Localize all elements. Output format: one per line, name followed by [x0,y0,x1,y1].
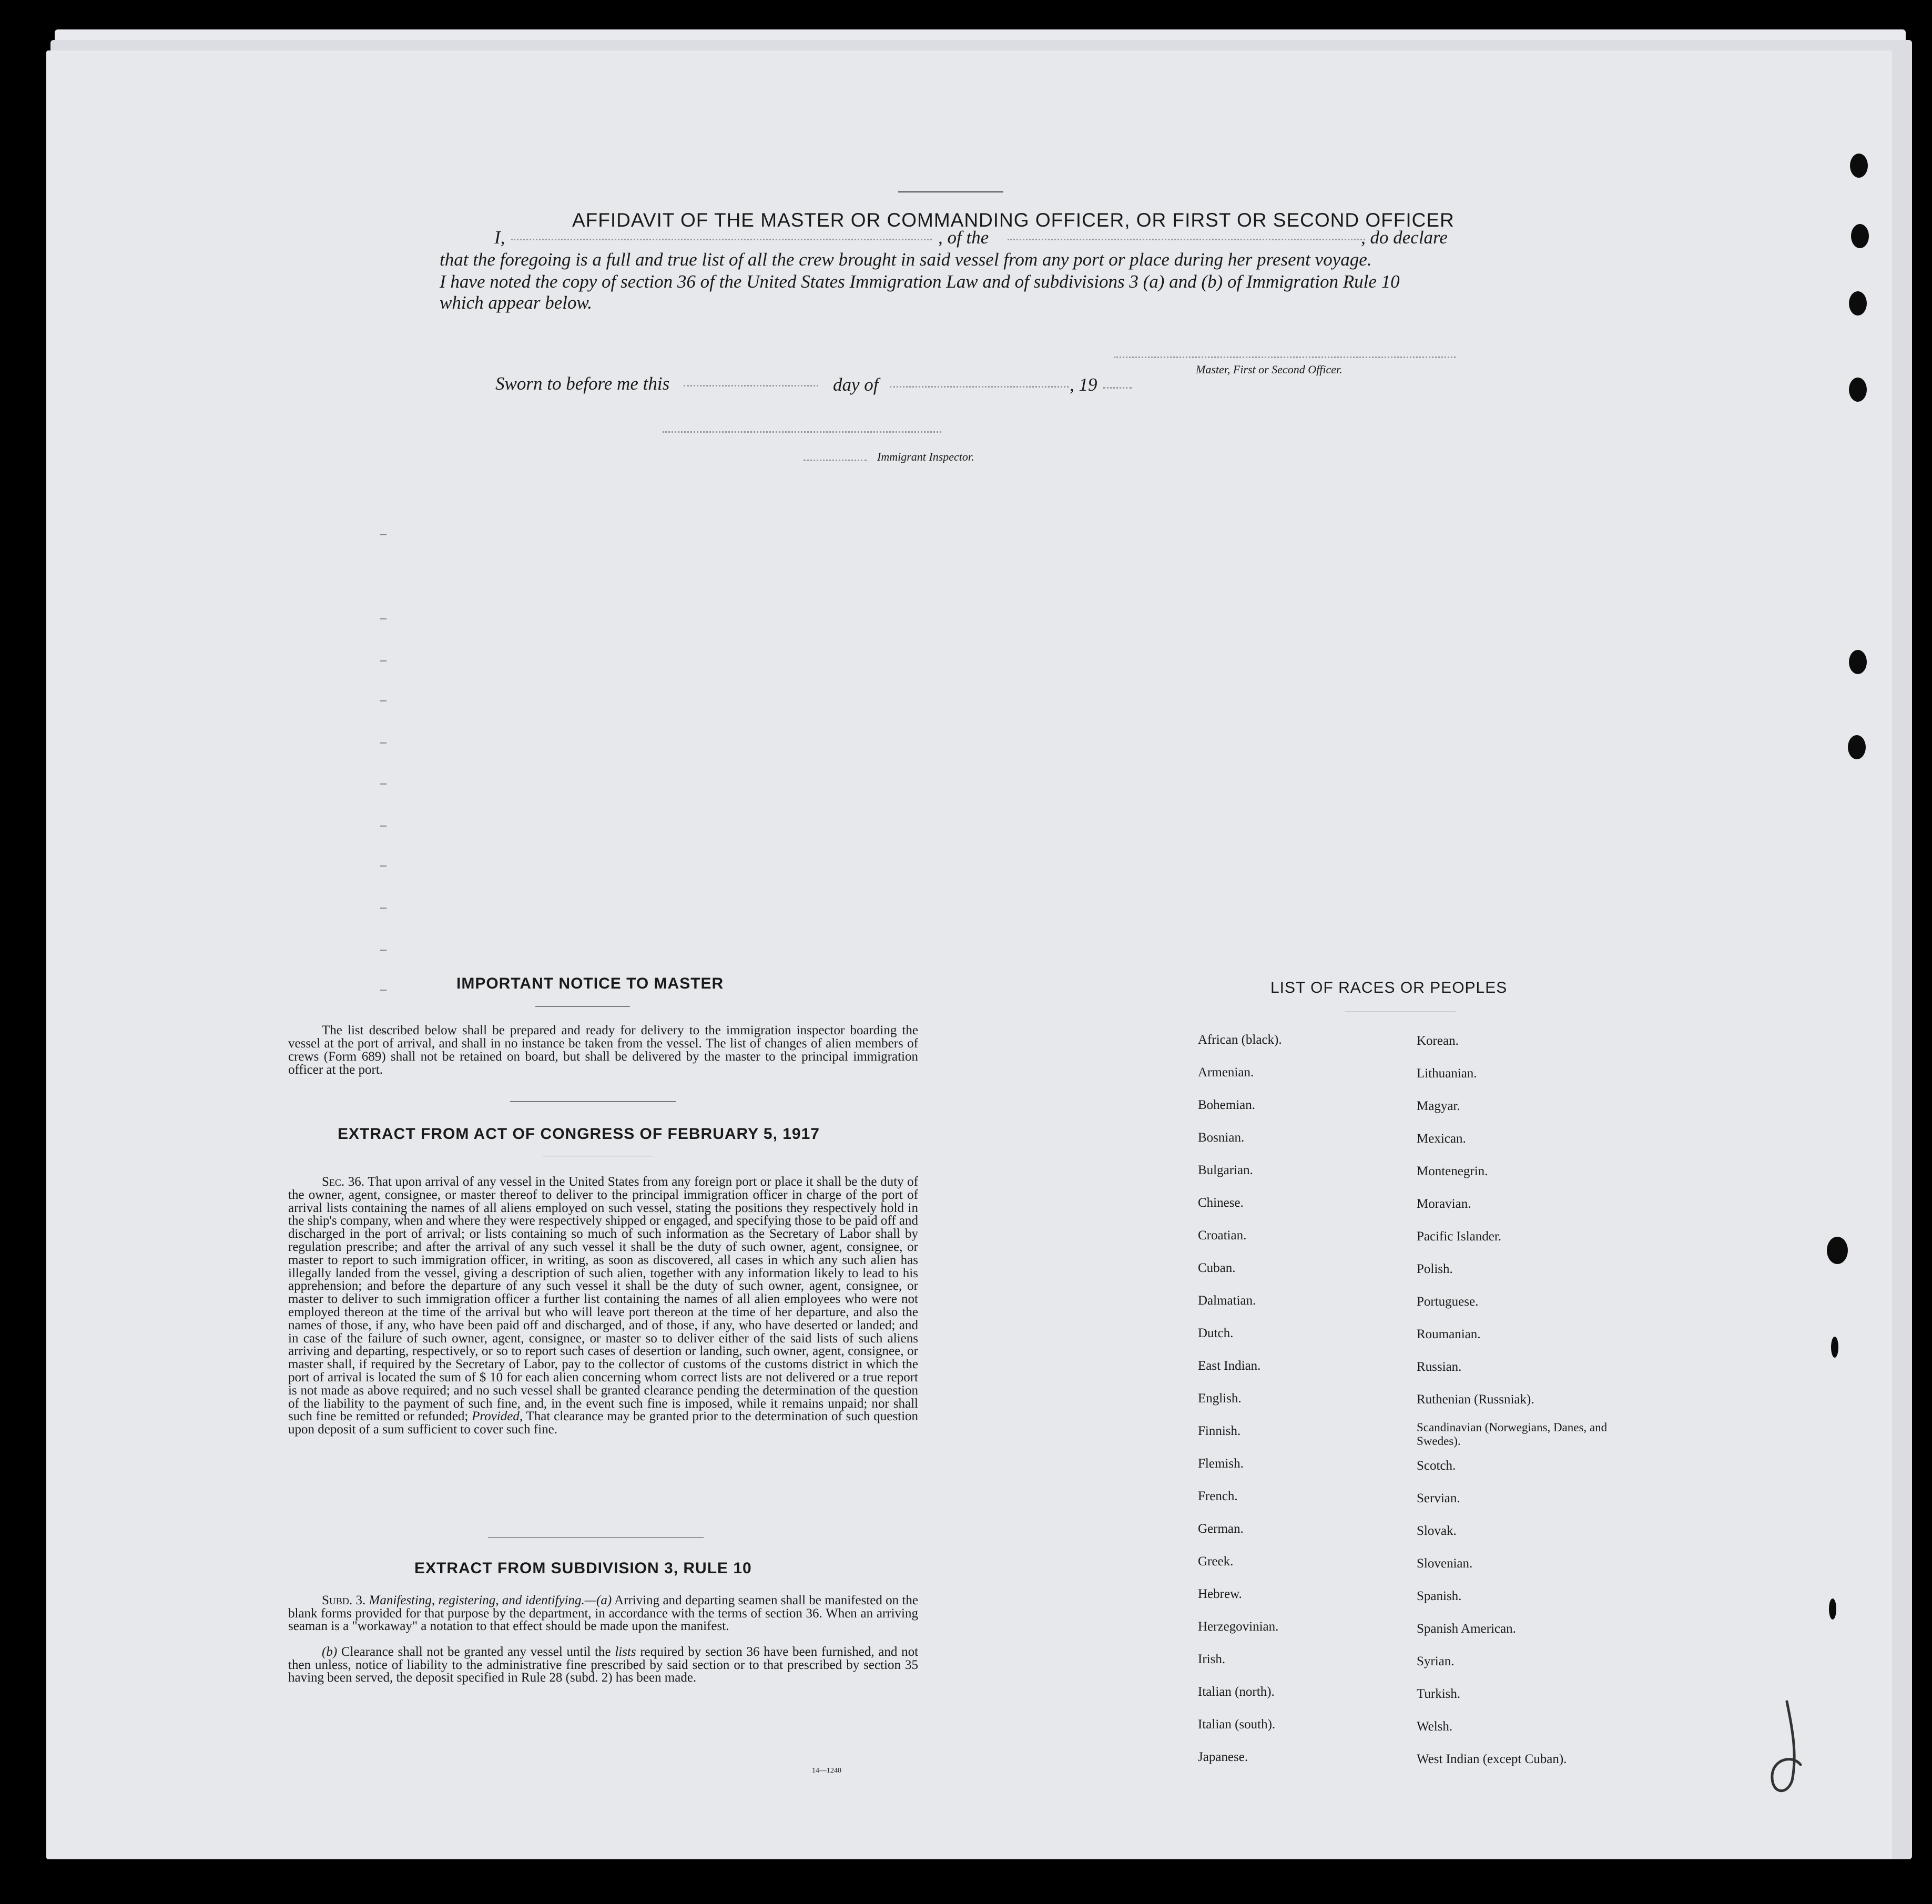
punch-hole [1849,650,1867,674]
race-left-21: Italian (north). [1198,1685,1275,1699]
margin-tick [380,618,387,619]
punch-hole [1831,1337,1838,1358]
margin-tick [380,742,387,744]
race-left-13: Finnish. [1198,1424,1241,1438]
act-text-main: That upon arrival of any vessel in the United States from any foreign port or place it shall be the duty of the owner, agent, consignee, or master thereof to deliver to the principal immigration officer in charge of the port of arrival lists containing the names of all aliens employed on such vessel, stating the positions they respectively hold in the ship's company, when and where they were respectively shipped or engaged, and specifying those to be paid off and discharged in the port of arrival; or lists containing so much of such information as the Secretary of Labor shall by regulation prescribe; and after the arrival of any such vessel it shall be the duty of such owner, agent, consignee, or master to report to such immigration officer, in writing, as soon as discovered, all cases in which any such alien has illegally landed from the vessel, giving a description of such alien, together with any information likely to lead to his apprehension; and before the departure of any such vessel it shall be the duty of such owner, agent, consignee, or master to deliver to such immigration officer a further list containing the names of all alien employees who were not employed thereon at the time of the arrival but who will leave port thereon at the time of her departure, and also the names of those, if any, who have been paid off and discharged, and of those, if any, who have deserted or landed; and in case of the failure of such owner, agent, consignee, or master so to deliver either of the said lists of such aliens arriving and departing, respectively, or so to report such cases of desertion or landing, such owner, agent, consignee, or master shall, if required by the Secretary of Labor, pay to the collector of customs of the customs district in which the port of arrival is located the sum of $ 10 for each alien concerning whom correct lists are not delivered or a true report is not made as above required; and no such vessel shall be granted clearance pending the determination of the question of the liability to the payment of such fine, and, in the event such fine is imposed, while it remains unpaid; nor shall such fine be remitted or refunded; [288,1175,919,1424]
race-left-10: Dutch. [1198,1326,1234,1340]
title-underline [898,191,1003,192]
race-left-9: Dalmatian. [1198,1294,1256,1308]
race-left-8: Cuban. [1198,1261,1236,1275]
race-left-20: Irish. [1198,1652,1226,1666]
race-right-6: Moravian. [1417,1197,1471,1211]
race-right-18: Spanish. [1417,1589,1462,1603]
inspector-label: Immigrant Inspector. [877,450,974,463]
punch-hole [1829,1598,1836,1620]
inspector-signature-field[interactable] [663,431,941,433]
affidavit-line-2: that the foregoing is a full and true list of all the crew brought in said vessel from any port or place during her present voyage. [440,249,1372,270]
part-b-label: (b) [322,1645,338,1659]
part-b-text-2: required by section 36 have been furnished, and not then unless, notice of liability to the administrative fine prescribed by said section or to that prescribed by section 35 having been served, the deposit specified in Rule 28 (subd. 2) has been made. [288,1645,919,1685]
rule-extract-title: EXTRACT FROM SUBDIVISION 3, RULE 10 [414,1560,752,1577]
race-right-10: Roumanian. [1417,1327,1481,1341]
race-left-16: German. [1198,1522,1244,1536]
race-left-7: Croatian. [1198,1228,1247,1243]
margin-tick [380,990,387,991]
races-title: LIST OF RACES OR PEOPLES [1270,979,1508,996]
race-left-17: Greek. [1198,1554,1234,1569]
sworn-month-field[interactable] [890,386,1069,388]
race-left-2: Armenian. [1198,1065,1254,1080]
race-left-15: French. [1198,1489,1238,1503]
sworn-text: Sworn to before me this [495,373,670,394]
race-right-7: Pacific Islander. [1417,1229,1502,1244]
officer-signature-label: Master, First or Second Officer. [1196,363,1343,376]
race-right-16: Slovak. [1417,1524,1457,1538]
race-right-8: Polish. [1417,1262,1453,1276]
race-right-9: Portuguese. [1417,1295,1479,1309]
act-extract-text [288,1176,918,1437]
section-label: Sec. 36. [322,1175,365,1189]
notice-text: The list described below shall be prepared and ready for delivery to the immigration inspector boarding the vessel at the port of arrival, and shall in no instance be taken from the vessel. The list of changes of alien members of crews (Form 689) shall not be retained on board, but shall be delivered by the master to the principal immigration officer at the port. [288,1023,918,1077]
race-right-14: Scotch. [1417,1459,1456,1473]
race-right-15: Servian. [1417,1491,1460,1505]
race-right-11: Russian. [1417,1360,1462,1374]
race-right-12: Ruthenian (Russniak). [1417,1392,1534,1407]
margin-tick [380,866,387,867]
margin-tick [380,826,387,827]
name-field[interactable] [511,239,932,240]
margin-tick [380,783,387,785]
year-prefix: , 19 [1070,374,1097,395]
race-right-19: Spanish American. [1417,1622,1516,1636]
punch-hole [1850,154,1868,178]
punch-hole [1848,735,1866,759]
race-left-19: Herzegovinian. [1198,1620,1279,1634]
act-text-end: That clearance may be granted prior to the determination of such question upon deposit of a sum sufficient to cover such fine. [288,1409,919,1437]
race-left-3: Bohemian. [1198,1098,1256,1112]
rule-part-b [288,1646,918,1685]
race-left-4: Bosnian. [1198,1131,1245,1145]
race-left-23: Japanese. [1198,1750,1248,1764]
race-right-4: Mexican. [1417,1132,1466,1146]
punch-hole [1851,224,1869,248]
form-number: 14—1240 [812,1767,841,1775]
officer-signature-field[interactable] [1114,357,1456,358]
form-page [46,50,1892,1859]
race-right-21: Turkish. [1417,1687,1461,1701]
vessel-field[interactable] [1008,239,1365,240]
notice-title-underline [535,1006,630,1007]
notice-divider [510,1101,676,1102]
act-extract-title: EXTRACT FROM ACT OF CONGRESS OF FEBRUARY 5, 1917 [338,1125,820,1143]
punch-hole [1849,291,1867,315]
affidavit-line-4: which appear below. [440,292,593,313]
affidavit-title: AFFIDAVIT OF THE MASTER OR COMMANDING OFFICER, OR FIRST OR SECOND OFFICER [572,209,1455,231]
affidavit-line-3: I have noted the copy of section 36 of the United States Immigration Law and of subdivisions 3 (a) and (b) of Immigration Rule 10 [440,271,1400,292]
race-left-5: Bulgarian. [1198,1163,1253,1177]
race-left-14: Flemish. [1198,1457,1244,1471]
inspector-leader-dots [804,460,867,461]
race-right-2: Lithuanian. [1417,1066,1477,1081]
margin-tick [380,660,387,661]
race-right-13: Scandinavian (Norwegians, Danes, and Swedes). [1417,1421,1608,1448]
affidavit-i: I, [494,227,505,248]
margin-tick [380,534,387,535]
rule-heading: Manifesting, registering, and identifying. [369,1593,585,1607]
race-right-22: Welsh. [1417,1719,1453,1734]
affidavit-declare: , do declare [1361,227,1448,248]
punch-hole [1827,1237,1848,1264]
margin-tick [380,950,387,951]
margin-tick [380,908,387,909]
affidavit-of-the: , of the [938,227,989,248]
race-right-17: Slovenian. [1417,1556,1473,1571]
race-right-3: Magyar. [1417,1099,1460,1113]
race-right-23: West Indian (except Cuban). [1417,1752,1567,1766]
race-left-6: Chinese. [1198,1196,1244,1210]
part-a-text: Arriving and departing seamen shall be manifested on the blank forms provided for that purpose by the department, in accordance with the terms of section 36. When an arriving seaman is a "workaway" a notation to that effect should be made upon the manifest. [288,1593,918,1633]
part-b-lists: lists [615,1645,636,1659]
sworn-year-field[interactable] [1103,387,1132,389]
margin-tick [380,700,387,701]
notice-title: IMPORTANT NOTICE TO MASTER [456,975,724,992]
race-left-22: Italian (south). [1198,1717,1276,1732]
race-right-5: Montenegrin. [1417,1164,1488,1178]
punch-hole [1849,378,1867,402]
race-left-1: African (black). [1198,1033,1282,1047]
race-right-1: Korean. [1417,1034,1459,1048]
sworn-day-field[interactable] [684,385,818,386]
part-b-text-1: Clearance shall not be granted any vessel until the [341,1645,611,1659]
race-right-20: Syrian. [1417,1654,1455,1668]
race-left-18: Hebrew. [1198,1587,1242,1601]
pencil-mark [1755,1696,1818,1801]
day-of-text: day of [833,374,879,395]
provided-word: Provided, [472,1409,523,1424]
subd-label: Subd. 3. [322,1593,366,1607]
part-a-label: —(a) [584,1593,612,1607]
race-left-12: English. [1198,1391,1242,1406]
race-left-11: East Indian. [1198,1359,1261,1373]
rule-part-a [288,1594,918,1633]
